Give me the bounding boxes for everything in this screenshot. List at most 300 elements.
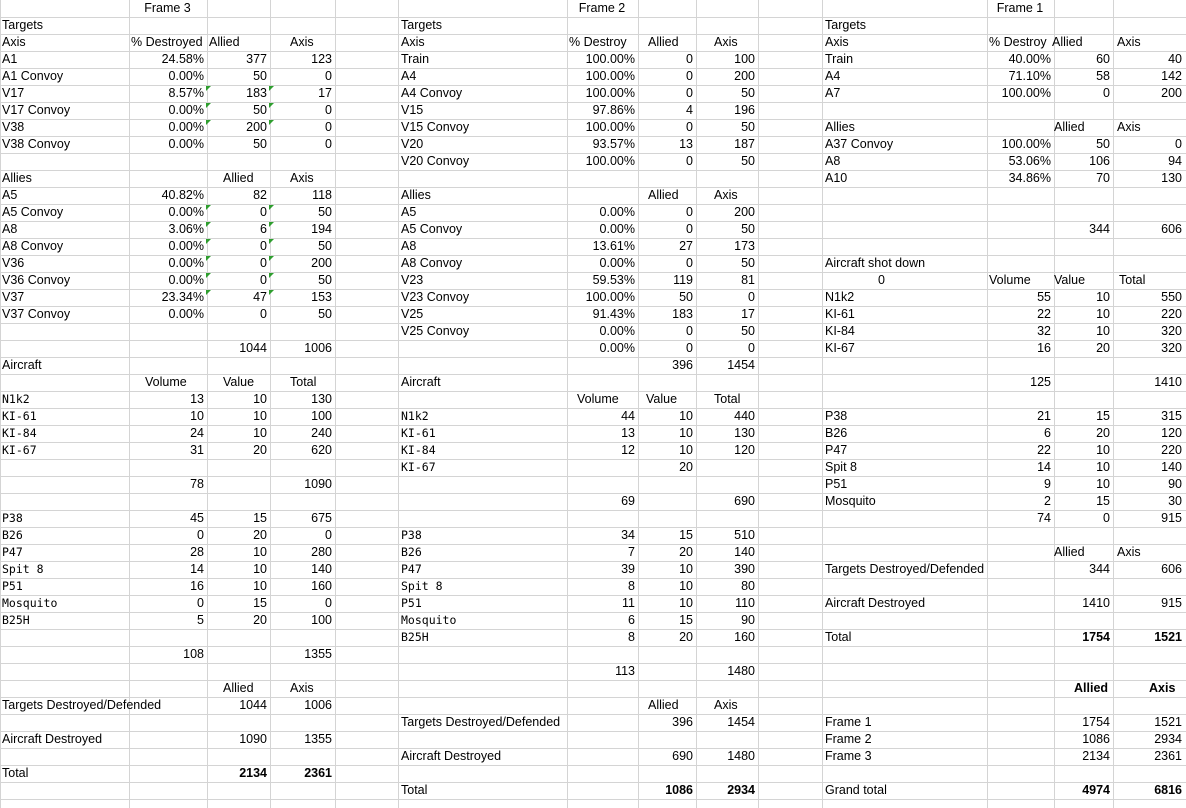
aircraft-volume[interactable]: 5 xyxy=(197,613,204,627)
target-name[interactable]: A5 Convoy xyxy=(401,222,463,236)
target-allied[interactable]: 70 xyxy=(1096,171,1110,185)
total-header[interactable]: Total xyxy=(1119,273,1146,287)
grand-row-label[interactable]: Frame 1 xyxy=(825,715,872,729)
target-axis[interactable]: 50 xyxy=(318,273,332,287)
aircraft-grand-total[interactable]: 690 xyxy=(734,494,755,508)
target-pct[interactable]: 0.00% xyxy=(168,307,204,321)
target-pct[interactable]: 0.00% xyxy=(599,222,635,236)
grand-total-axis[interactable]: 6816 xyxy=(1154,783,1182,797)
target-pct[interactable]: 100.00% xyxy=(585,154,635,168)
aircraft-name[interactable]: Mosquito xyxy=(2,596,58,610)
aircraft-name[interactable]: Mosquito xyxy=(401,613,457,627)
target-pct[interactable]: 0.00% xyxy=(168,256,204,270)
aircraft-volume[interactable]: 28 xyxy=(190,545,204,559)
aircraft-value[interactable]: 20 xyxy=(253,443,267,457)
aircraft-name[interactable]: KI-61 xyxy=(2,409,37,423)
aircraft-name[interactable]: KI-84 xyxy=(2,426,37,440)
aircraft-value[interactable]: 10 xyxy=(679,579,693,593)
aircraft-total[interactable]: 675 xyxy=(311,511,332,525)
target-axis[interactable]: 0 xyxy=(325,69,332,83)
aircraft-value[interactable]: 10 xyxy=(253,579,267,593)
aircraft-volume[interactable]: 10 xyxy=(190,409,204,423)
target-allied[interactable]: 0 xyxy=(686,222,693,236)
target-allied[interactable]: 200 xyxy=(246,120,267,134)
aircraft-total[interactable]: 160 xyxy=(311,579,332,593)
aircraft-name[interactable]: N1k2 xyxy=(825,290,855,304)
target-allied[interactable]: 50 xyxy=(253,137,267,151)
aircraft-volume-total[interactable]: 113 xyxy=(615,664,635,678)
aircraft-volume[interactable]: 31 xyxy=(190,443,204,457)
aircraft-destroyed-label[interactable]: Aircraft Destroyed xyxy=(825,596,926,610)
target-name[interactable]: A5 xyxy=(2,188,18,202)
target-axis[interactable]: 118 xyxy=(312,188,332,202)
allied-header[interactable]: Allied xyxy=(209,35,240,49)
summary-value[interactable]: 1090 xyxy=(239,732,267,746)
aircraft-value[interactable]: 20 xyxy=(253,613,267,627)
target-name[interactable]: V36 Convoy xyxy=(2,273,71,287)
aircraft-volume-total[interactable]: 69 xyxy=(621,494,635,508)
allies-allied-header[interactable]: Allied xyxy=(648,188,679,202)
target-name[interactable]: A8 xyxy=(401,239,417,253)
frame-1-header[interactable]: Frame 1 xyxy=(996,1,1044,15)
summary-axis-header[interactable]: Axis xyxy=(714,698,738,712)
aircraft-volume[interactable]: 6 xyxy=(628,613,635,627)
target-pct[interactable]: 0.00% xyxy=(599,205,635,219)
aircraft-total[interactable]: 320 xyxy=(1161,341,1182,355)
aircraft-total[interactable]: 90 xyxy=(1168,477,1182,491)
target-axis[interactable]: 196 xyxy=(734,103,755,117)
aircraft-total[interactable]: 510 xyxy=(734,528,755,542)
aircraft-total[interactable]: 620 xyxy=(311,443,332,457)
aircraft-value[interactable]: 10 xyxy=(253,409,267,423)
aircraft-value[interactable]: 10 xyxy=(679,426,693,440)
target-allied[interactable]: 50 xyxy=(679,290,693,304)
target-pct[interactable]: 0.00% xyxy=(168,69,204,83)
target-name[interactable]: V25 Convoy xyxy=(401,324,470,338)
aircraft-value[interactable]: 10 xyxy=(253,562,267,576)
target-allied[interactable]: 0 xyxy=(686,205,693,219)
target-axis[interactable]: 40 xyxy=(1168,52,1182,66)
aircraft-name[interactable]: KI-67 xyxy=(825,341,855,355)
aircraft-name[interactable]: P47 xyxy=(825,443,848,457)
target-axis[interactable]: 142 xyxy=(1161,69,1182,83)
target-allied[interactable]: 0 xyxy=(686,256,693,270)
aircraft-volume[interactable]: 14 xyxy=(190,562,204,576)
target-name[interactable]: V15 xyxy=(401,103,424,117)
frame-3-header[interactable]: Frame 3 xyxy=(144,1,191,15)
target-allied[interactable]: 183 xyxy=(246,86,267,100)
summary-value[interactable]: 344 xyxy=(1089,562,1110,576)
target-allied[interactable]: 0 xyxy=(686,154,693,168)
target-name[interactable]: A5 Convoy xyxy=(2,205,64,219)
aircraft-name[interactable]: KI-61 xyxy=(825,307,855,321)
aircraft-value[interactable]: 0 xyxy=(1103,511,1110,525)
target-pct[interactable]: 100.00% xyxy=(585,120,635,134)
targets-label[interactable]: Targets xyxy=(825,18,866,32)
target-pct[interactable]: 8.57% xyxy=(168,86,204,100)
frame-2-header[interactable]: Frame 2 xyxy=(578,1,626,15)
total-header[interactable]: Total xyxy=(290,375,317,389)
total-header[interactable]: Total xyxy=(714,392,741,406)
aircraft-value[interactable]: 20 xyxy=(1096,341,1110,355)
aircraft-volume[interactable]: 16 xyxy=(1037,341,1051,355)
target-pct[interactable]: 0.00% xyxy=(168,205,204,219)
target-name[interactable]: A8 xyxy=(2,222,18,236)
target-allied[interactable]: 58 xyxy=(1096,69,1110,83)
targets-allied-total[interactable]: 1044 xyxy=(239,341,267,355)
aircraft-volume[interactable]: 55 xyxy=(1037,290,1051,304)
aircraft-grand-total[interactable]: 1090 xyxy=(304,477,332,491)
aircraft-value[interactable]: 10 xyxy=(253,426,267,440)
target-name[interactable]: A8 Convoy xyxy=(401,256,463,270)
target-axis[interactable]: 200 xyxy=(1161,86,1182,100)
aircraft-volume[interactable]: 74 xyxy=(1037,511,1051,525)
volume-header[interactable]: Volume xyxy=(989,273,1031,287)
target-allied[interactable]: 47 xyxy=(253,290,267,304)
aircraft-value[interactable]: 10 xyxy=(253,392,267,406)
summary-total[interactable]: 1754 xyxy=(1082,630,1110,644)
target-allied[interactable]: 50 xyxy=(253,69,267,83)
target-pct[interactable]: 0.00% xyxy=(599,256,635,270)
aircraft-name[interactable]: P47 xyxy=(401,562,422,576)
aircraft-volume[interactable]: 32 xyxy=(1037,324,1051,338)
summary-total[interactable]: 1086 xyxy=(665,783,693,797)
aircraft-value[interactable]: 10 xyxy=(1096,477,1110,491)
aircraft-value[interactable]: 15 xyxy=(679,528,693,542)
aircraft-value[interactable]: 20 xyxy=(1096,426,1110,440)
target-pct[interactable]: 0.00% xyxy=(168,120,204,134)
grand-row-axis[interactable]: 1521 xyxy=(1154,715,1182,729)
target-pct[interactable]: 0.00% xyxy=(168,239,204,253)
aircraft-name[interactable] xyxy=(825,510,985,527)
target-pct[interactable]: 40.00% xyxy=(1008,52,1051,66)
axis-label[interactable]: Axis xyxy=(825,35,849,49)
aircraft-name[interactable]: P47 xyxy=(2,545,23,559)
aircraft-name[interactable]: N1k2 xyxy=(401,409,429,423)
allies-allied-header[interactable]: Allied xyxy=(223,171,254,185)
aircraft-label[interactable]: Aircraft xyxy=(401,375,441,389)
summary-axis-header[interactable]: Axis xyxy=(1117,545,1141,559)
aircraft-total[interactable]: 80 xyxy=(741,579,755,593)
target-allied[interactable]: 60 xyxy=(1096,52,1110,66)
target-name[interactable]: V15 Convoy xyxy=(401,120,470,134)
aircraft-value[interactable]: 20 xyxy=(679,630,693,644)
grand-row-allied[interactable]: 1754 xyxy=(1082,715,1110,729)
grand-row-allied[interactable]: 1086 xyxy=(1082,732,1110,746)
target-pct[interactable]: 34.86% xyxy=(1008,171,1051,185)
target-allied[interactable]: 0 xyxy=(686,120,693,134)
target-allied[interactable]: 0 xyxy=(1103,86,1110,100)
target-name[interactable]: V17 Convoy xyxy=(2,103,71,117)
aircraft-name[interactable]: B26 xyxy=(825,426,848,440)
aircraft-name[interactable]: KI-67 xyxy=(2,443,37,457)
target-name[interactable]: A10 xyxy=(825,171,848,185)
aircraft-shot-down-label[interactable]: Aircraft shot down xyxy=(825,256,926,270)
targets-axis-total[interactable]: 1006 xyxy=(304,341,332,355)
grand-axis-header[interactable]: Axis xyxy=(1149,681,1176,695)
aircraft-volume[interactable]: 16 xyxy=(190,579,204,593)
target-name[interactable]: V23 Convoy xyxy=(401,290,470,304)
aircraft-total[interactable]: 100 xyxy=(311,613,332,627)
target-name[interactable]: V25 xyxy=(401,307,424,321)
value-header[interactable]: Value xyxy=(223,375,255,389)
summary-value[interactable]: 1480 xyxy=(727,749,755,763)
target-axis[interactable]: 0 xyxy=(1175,137,1182,151)
aircraft-total[interactable]: 140 xyxy=(1161,460,1182,474)
aircraft-value[interactable]: 10 xyxy=(679,409,693,423)
aircraft-total[interactable]: 130 xyxy=(734,426,755,440)
aircraft-name[interactable]: KI-67 xyxy=(401,460,436,474)
aircraft-name[interactable]: P51 xyxy=(825,477,848,491)
allies-label[interactable]: Allies xyxy=(2,171,32,185)
aircraft-volume[interactable]: 14 xyxy=(1037,460,1051,474)
aircraft-name[interactable]: KI-61 xyxy=(401,426,436,440)
targets-destroyed-label[interactable]: Targets Destroyed/Defended xyxy=(401,715,561,729)
aircraft-value[interactable]: 15 xyxy=(679,613,693,627)
target-name[interactable]: A1 xyxy=(2,52,18,66)
aircraft-total[interactable]: 440 xyxy=(734,409,755,423)
summary-allied-header[interactable]: Allied xyxy=(1054,545,1085,559)
aircraft-total[interactable]: 140 xyxy=(734,545,755,559)
aircraft-volume-total[interactable]: 108 xyxy=(183,647,204,661)
aircraft-value[interactable]: 10 xyxy=(253,545,267,559)
target-allied[interactable]: 0 xyxy=(260,273,267,287)
target-axis[interactable]: 94 xyxy=(1168,154,1182,168)
axis-header[interactable]: Axis xyxy=(290,35,314,49)
aircraft-volume[interactable]: 6 xyxy=(1044,426,1051,440)
total-label[interactable]: Total xyxy=(2,766,29,780)
summary-value[interactable]: 606 xyxy=(1161,562,1182,576)
target-axis[interactable]: 50 xyxy=(741,324,755,338)
pct-header[interactable]: % Destroy xyxy=(989,35,1047,49)
targets-allied-total[interactable]: 396 xyxy=(672,358,693,372)
aircraft-volume[interactable]: 39 xyxy=(621,562,635,576)
target-allied[interactable]: 4 xyxy=(686,103,693,117)
aircraft-volume[interactable]: 9 xyxy=(1044,477,1051,491)
allies-label[interactable]: Allies xyxy=(825,120,855,134)
target-pct[interactable]: 24.58% xyxy=(161,52,204,66)
target-axis[interactable]: 0 xyxy=(325,137,332,151)
aircraft-name[interactable]: P38 xyxy=(2,511,23,525)
target-pct[interactable]: 100.00% xyxy=(585,86,635,100)
aircraft-volume[interactable]: 7 xyxy=(628,545,635,559)
target-allied[interactable]: 0 xyxy=(260,256,267,270)
summary-value[interactable]: 1410 xyxy=(1082,596,1110,610)
aircraft-total[interactable]: 130 xyxy=(311,392,332,406)
grand-row-label[interactable]: Frame 2 xyxy=(825,732,872,746)
target-axis[interactable]: 50 xyxy=(318,205,332,219)
aircraft-value[interactable]: 15 xyxy=(1096,409,1110,423)
target-axis[interactable]: 50 xyxy=(741,154,755,168)
target-name[interactable]: V37 xyxy=(2,290,25,304)
target-axis[interactable]: 50 xyxy=(741,256,755,270)
value-header[interactable]: Value xyxy=(1054,273,1086,287)
target-allied[interactable]: 0 xyxy=(686,52,693,66)
target-allied[interactable]: 183 xyxy=(672,307,693,321)
aircraft-total[interactable]: 30 xyxy=(1168,494,1182,508)
aircraft-value[interactable]: 20 xyxy=(253,528,267,542)
summary-value[interactable]: 1044 xyxy=(239,698,267,712)
axis-label[interactable]: Axis xyxy=(2,35,26,49)
target-allied[interactable]: 13 xyxy=(679,137,693,151)
aircraft-grand-total[interactable]: 1480 xyxy=(727,664,755,678)
target-axis[interactable]: 123 xyxy=(311,52,332,66)
target-pct[interactable]: 0.00% xyxy=(599,341,635,355)
summary-total[interactable]: 2934 xyxy=(727,783,755,797)
aircraft-total[interactable]: 240 xyxy=(311,426,332,440)
aircraft-total[interactable]: 220 xyxy=(1161,307,1182,321)
aircraft-value[interactable]: 10 xyxy=(679,596,693,610)
target-axis[interactable]: 17 xyxy=(318,86,332,100)
target-name[interactable]: V38 xyxy=(2,120,25,134)
target-pct[interactable]: 23.34% xyxy=(161,290,204,304)
target-axis[interactable]: 100 xyxy=(734,52,755,66)
aircraft-volume[interactable]: 21 xyxy=(1037,409,1051,423)
aircraft-name[interactable]: Spit 8 xyxy=(825,460,857,474)
summary-value[interactable]: 1454 xyxy=(727,715,755,729)
summary-total[interactable]: 2361 xyxy=(304,766,332,780)
axis-header[interactable]: Axis xyxy=(1117,35,1141,49)
aircraft-name[interactable]: P51 xyxy=(401,596,422,610)
target-pct[interactable]: 100.00% xyxy=(585,69,635,83)
aircraft-name[interactable]: N1k2 xyxy=(2,392,30,406)
target-pct[interactable]: 0.00% xyxy=(168,103,204,117)
volume-header[interactable]: Volume xyxy=(577,392,619,406)
target-allied[interactable]: 50 xyxy=(253,103,267,117)
aircraft-name[interactable]: P38 xyxy=(825,409,848,423)
grand-row-allied[interactable]: 2134 xyxy=(1082,749,1110,763)
aircraft-value[interactable]: 10 xyxy=(1096,460,1110,474)
aircraft-total[interactable] xyxy=(698,459,755,476)
aircraft-value[interactable]: 10 xyxy=(679,443,693,457)
aircraft-destroyed-label[interactable]: Aircraft Destroyed xyxy=(2,732,103,746)
total-label[interactable]: Total xyxy=(825,630,852,644)
target-pct[interactable]: 40.82% xyxy=(161,188,204,202)
target-axis[interactable]: 194 xyxy=(311,222,332,236)
target-allied[interactable]: 377 xyxy=(246,52,267,66)
target-allied[interactable]: 119 xyxy=(673,273,693,287)
aircraft-name[interactable]: KI-84 xyxy=(825,324,855,338)
allies-axis-header[interactable]: Axis xyxy=(290,171,314,185)
target-axis[interactable]: 200 xyxy=(734,205,755,219)
aircraft-value[interactable]: 10 xyxy=(1096,443,1110,457)
target-name[interactable]: A8 xyxy=(825,154,841,168)
aircraft-total[interactable]: 320 xyxy=(1161,324,1182,338)
target-pct[interactable]: 71.10% xyxy=(1008,69,1051,83)
summary-allied-header[interactable]: Allied xyxy=(648,698,679,712)
target-allied[interactable]: 0 xyxy=(686,341,693,355)
aircraft-total[interactable]: 0 xyxy=(325,528,332,542)
target-allied[interactable]: 0 xyxy=(260,205,267,219)
aircraft-total[interactable]: 220 xyxy=(1161,443,1182,457)
axis-label[interactable]: Axis xyxy=(401,35,425,49)
summary-axis-header[interactable]: Axis xyxy=(290,681,314,695)
allies-axis-header[interactable]: Axis xyxy=(714,188,738,202)
target-axis[interactable]: 0 xyxy=(748,290,755,304)
target-allied[interactable]: 0 xyxy=(686,69,693,83)
aircraft-name[interactable]: Mosquito xyxy=(825,494,876,508)
target-allied[interactable]: 0 xyxy=(260,307,267,321)
target-allied[interactable]: 50 xyxy=(1096,137,1110,151)
target-axis[interactable]: 200 xyxy=(311,256,332,270)
aircraft-total[interactable]: 915 xyxy=(1161,511,1182,525)
aircraft-value[interactable]: 15 xyxy=(253,511,267,525)
aircraft-total[interactable]: 280 xyxy=(311,545,332,559)
targets-axis-total[interactable]: 606 xyxy=(1161,222,1182,236)
aircraft-name[interactable]: Spit 8 xyxy=(2,562,44,576)
aircraft-total[interactable]: 140 xyxy=(311,562,332,576)
grand-total-label[interactable]: Grand total xyxy=(825,783,887,797)
aircraft-volume[interactable]: 8 xyxy=(628,630,635,644)
aircraft-volume[interactable]: 2 xyxy=(1044,494,1051,508)
target-axis[interactable]: 200 xyxy=(734,69,755,83)
allied-header[interactable]: Allied xyxy=(648,35,679,49)
targets-destroyed-label[interactable]: Targets Destroyed/Defended xyxy=(825,562,985,576)
aircraft-name[interactable]: B26 xyxy=(401,545,422,559)
aircraft-volume[interactable]: 11 xyxy=(622,596,635,610)
aircraft-total[interactable]: 120 xyxy=(1161,426,1182,440)
aircraft-name[interactable]: B25H xyxy=(401,630,429,644)
summary-value[interactable]: 396 xyxy=(672,715,693,729)
target-axis[interactable]: 187 xyxy=(734,137,755,151)
aircraft-label[interactable]: Aircraft xyxy=(2,358,42,372)
target-pct[interactable]: 0.00% xyxy=(599,324,635,338)
aircraft-volume[interactable]: 22 xyxy=(1037,443,1051,457)
target-pct[interactable]: 91.43% xyxy=(592,307,635,321)
aircraft-value[interactable]: 15 xyxy=(1096,494,1110,508)
target-allied[interactable]: 6 xyxy=(260,222,267,236)
summary-total[interactable]: 2134 xyxy=(239,766,267,780)
aircraft-total[interactable]: 0 xyxy=(325,596,332,610)
target-axis[interactable]: 81 xyxy=(741,273,755,287)
target-name[interactable]: A4 Convoy xyxy=(401,86,463,100)
aircraft-name[interactable]: Spit 8 xyxy=(401,579,443,593)
target-pct[interactable]: 0.00% xyxy=(168,137,204,151)
aircraft-total[interactable]: 550 xyxy=(1161,290,1182,304)
target-allied[interactable]: 0 xyxy=(260,239,267,253)
aircraft-value[interactable]: 10 xyxy=(679,562,693,576)
targets-label[interactable]: Targets xyxy=(2,18,43,32)
aircraft-name[interactable]: B26 xyxy=(2,528,23,542)
target-axis[interactable]: 0 xyxy=(748,341,755,355)
target-name[interactable]: A8 Convoy xyxy=(2,239,64,253)
target-axis[interactable]: 50 xyxy=(741,222,755,236)
aircraft-volume-total[interactable]: 78 xyxy=(190,477,204,491)
axis-header[interactable]: Axis xyxy=(714,35,738,49)
target-name[interactable]: A1 Convoy xyxy=(2,69,64,83)
aircraft-value[interactable]: 10 xyxy=(1096,290,1110,304)
aircraft-total[interactable]: 90 xyxy=(741,613,755,627)
allied-header[interactable]: Allied xyxy=(1052,35,1083,49)
targets-allied-total[interactable]: 344 xyxy=(1089,222,1110,236)
aircraft-total[interactable]: 100 xyxy=(311,409,332,423)
aircraft-value[interactable]: 20 xyxy=(679,545,693,559)
aircraft-total[interactable]: 110 xyxy=(735,596,755,610)
volume-header[interactable]: Volume xyxy=(145,375,187,389)
target-name[interactable]: V20 Convoy xyxy=(401,154,470,168)
aircraft-grand-total[interactable]: 1355 xyxy=(304,647,332,661)
aircraft-name[interactable]: KI-84 xyxy=(401,443,436,457)
aircraft-value[interactable]: 15 xyxy=(253,596,267,610)
aircraft-name[interactable]: B25H xyxy=(2,613,30,627)
summary-value[interactable]: 1006 xyxy=(304,698,332,712)
grand-row-axis[interactable]: 2934 xyxy=(1154,732,1182,746)
grand-total-allied[interactable]: 4974 xyxy=(1082,783,1110,797)
summary-value[interactable]: 1355 xyxy=(304,732,332,746)
target-name[interactable]: A4 xyxy=(825,69,841,83)
pct-header[interactable]: % Destroy xyxy=(569,35,627,49)
target-name[interactable]: V37 Convoy xyxy=(2,307,71,321)
